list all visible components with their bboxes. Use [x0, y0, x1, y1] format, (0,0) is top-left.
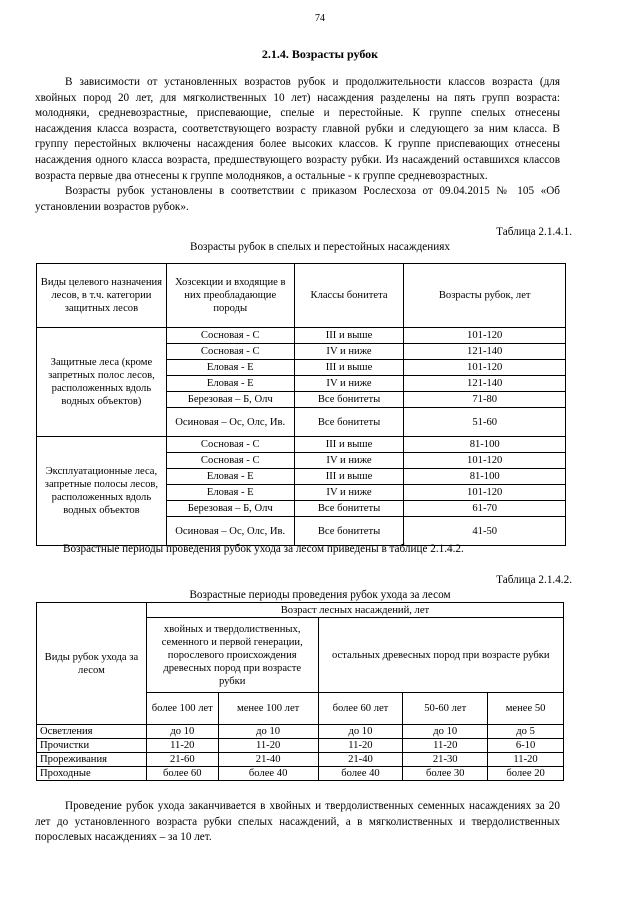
table1-cell: 81-100: [404, 437, 566, 453]
table-thinning-periods: [36, 602, 564, 781]
table1-group-cell: Защитные леса (кроме запретных полос лесов, расположенных вдоль водных объектов): [37, 328, 167, 437]
table2-cell: более 40: [218, 767, 318, 781]
table2-header-cell: остальных древесных пород при возрасте рубки: [318, 618, 563, 693]
table2-subheader-cell: 50-60 лет: [403, 693, 488, 725]
table1-cell: Березовая – Б, Олч: [166, 501, 294, 517]
table2-cell: 6-10: [488, 739, 564, 753]
table1-cell: 41-50: [404, 517, 566, 546]
table1-cell: 51-60: [404, 408, 566, 437]
table1-cell: 101-120: [404, 360, 566, 376]
table2-header-cell: Возраст лесных насаждений, лет: [146, 603, 563, 618]
table1-cell: IV и ниже: [294, 376, 404, 392]
table-row: [37, 328, 566, 344]
table1-cell: 71-80: [404, 392, 566, 408]
table1-cell: IV и ниже: [294, 453, 404, 469]
table2-row-label: Прочистки: [37, 739, 147, 753]
table1-cell: Все бонитеты: [294, 392, 404, 408]
table1-cell: IV и ниже: [294, 485, 404, 501]
table2-header-cell: Виды рубок ухода за лесом: [37, 603, 147, 725]
table1-cell: 101-120: [404, 328, 566, 344]
table2-cell: 21-40: [318, 753, 403, 767]
table1-cell: Все бонитеты: [294, 517, 404, 546]
table1-cell: Сосновая - С: [166, 328, 294, 344]
table1-cell: 121-140: [404, 376, 566, 392]
table1-cell: III и выше: [294, 469, 404, 485]
table1-cell: Осиновая – Ос, Олс, Ив.: [166, 408, 294, 437]
table-row: [37, 437, 566, 453]
table1-reference-note: Возрастные периоды проведения рубок ухода за лесом приведены в таблице 2.1.4.2.: [63, 543, 464, 555]
paragraph-age-groups: В зависимости от установленных возрастов рубок и продолжительности классов возраста (для хвойных пород 20 лет, для мягколиственных 10 лет) насаждения разделены на пять групп возраста: молодняки, средневозрастные, приспевающие, спелые и перестойные. К группе спелых отнесены насаждения класса возраста, соответствующего возрасту главной рубки и следующего за ним класса. В группу перестойных включены насаждения более высоких классов. К группе приспевающих отнесены насаждения одного класса возраста, предшествующего возрасту рубки. Из насаждений оставшихся классов возраста первые два отнесены к группе молодняков, а остальные - к группе средневозрастных.: [35, 76, 560, 182]
table1-cell: 121-140: [404, 344, 566, 360]
table1-cell: Еловая - Е: [166, 469, 294, 485]
table1-group-cell: Эксплуатационные леса, запретные полосы лесов, расположенных вдоль водных объектов: [37, 437, 167, 546]
table1-cell: Березовая – Б, Олч: [166, 392, 294, 408]
table1-cell: Все бонитеты: [294, 408, 404, 437]
table1-cell: Сосновая - С: [166, 453, 294, 469]
table2-cell: 21-30: [403, 753, 488, 767]
table2-cell: до 10: [403, 725, 488, 739]
table1-cell: 81-100: [404, 469, 566, 485]
table2-cell: 11-20: [318, 739, 403, 753]
table2-cell: до 10: [146, 725, 218, 739]
section-heading: 2.1.4. Возрасты рубок: [261, 47, 379, 61]
table1-cell: 61-70: [404, 501, 566, 517]
table1-header-cell: Возрасты рубок, лет: [404, 264, 566, 328]
table2-number: Таблица 2.1.4.2.: [496, 574, 572, 586]
table1-cell: 101-120: [404, 453, 566, 469]
table2-cell: до 5: [488, 725, 564, 739]
table1-cell: III и выше: [294, 328, 404, 344]
table1-cell: Еловая - Е: [166, 360, 294, 376]
table2-row-label: Прореживания: [37, 753, 147, 767]
table1-header-cell: Классы бонитета: [294, 264, 404, 328]
table-row: [37, 739, 564, 753]
table2-cell: до 10: [218, 725, 318, 739]
intro-text-block: [35, 75, 560, 215]
table-row: [37, 753, 564, 767]
table2-subheader-cell: более 60 лет: [318, 693, 403, 725]
table1-cell: Осиновая – Ос, Олс, Ив.: [166, 517, 294, 546]
table1-cell: III и выше: [294, 360, 404, 376]
table2-cell: более 20: [488, 767, 564, 781]
table2-cell: 11-20: [488, 753, 564, 767]
table2-cell: более 40: [318, 767, 403, 781]
table1-cell: III и выше: [294, 437, 404, 453]
table1-caption: Возрасты рубок в спелых и перестойных насаждениях: [190, 241, 450, 253]
paragraph-thinning-end: Проведение рубок ухода заканчивается в хвойных и твердолиственных семенных насаждениях за 20 лет до установленного возраста рубки спелых насаждений, а в мягколиственных и твердолиственных порослевых насаждениях – за 10 лет.: [35, 800, 560, 844]
table2-caption: Возрастные периоды проведения рубок ухода за лесом: [189, 589, 451, 601]
table2-row-label: Проходные: [37, 767, 147, 781]
table1-cell: Сосновая - С: [166, 344, 294, 360]
table2-cell: 11-20: [146, 739, 218, 753]
table1-header-row: [37, 264, 566, 328]
table2-row-label: Осветления: [37, 725, 147, 739]
table-row: [37, 767, 564, 781]
table1-header-cell: Виды целевого назначения лесов, в т.ч. категории защитных лесов: [37, 264, 167, 328]
table1-cell: Еловая - Е: [166, 376, 294, 392]
table2-cell: 21-40: [218, 753, 318, 767]
table1-cell: IV и ниже: [294, 344, 404, 360]
table2-cell: 21-60: [146, 753, 218, 767]
table1-number: Таблица 2.1.4.1.: [496, 226, 572, 238]
table1-cell: Еловая - Е: [166, 485, 294, 501]
table2-subheader-cell: более 100 лет: [146, 693, 218, 725]
table1-cell: Все бонитеты: [294, 501, 404, 517]
table2-cell: 11-20: [403, 739, 488, 753]
paragraph-order-reference: Возрасты рубок установлены в соответствии с приказом Рослесхоза от 09.04.2015 № 105 «Об установлении возрастов рубок».: [35, 185, 560, 213]
table1-cell: Сосновая - С: [166, 437, 294, 453]
table2-cell: более 30: [403, 767, 488, 781]
table2-cell: до 10: [318, 725, 403, 739]
table2-cell: более 60: [146, 767, 218, 781]
table-row: [37, 725, 564, 739]
table2-header-row: [37, 603, 564, 618]
page-number: 74: [315, 13, 325, 24]
table2-subheader-cell: менее 50: [488, 693, 564, 725]
table1-cell: 101-120: [404, 485, 566, 501]
table2-header-cell: хвойных и твердолиственных, семенного и первой генерации, порослевого происхождения древесных пород при возрасте рубки: [146, 618, 318, 693]
table2-cell: 11-20: [218, 739, 318, 753]
table2-subheader-cell: менее 100 лет: [218, 693, 318, 725]
table-cutting-ages: [36, 263, 566, 546]
table1-header-cell: Хозсекции и входящие в них преобладающие породы: [166, 264, 294, 328]
